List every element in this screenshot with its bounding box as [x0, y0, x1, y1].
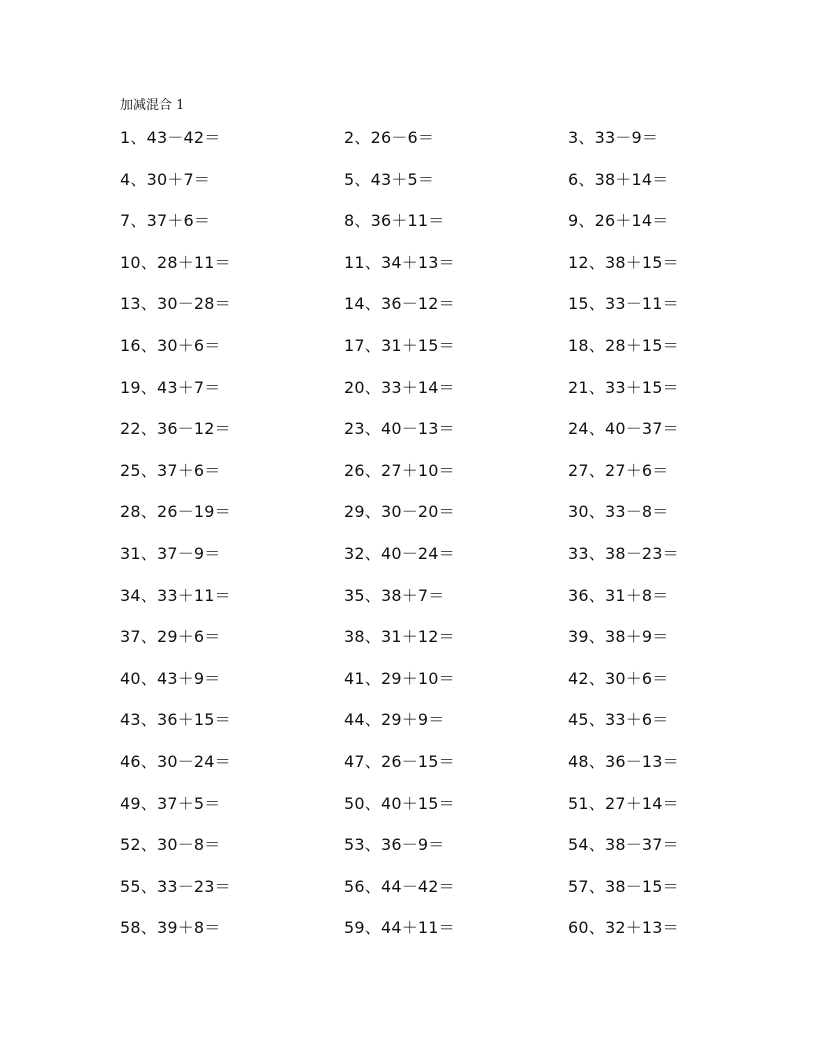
- math-problem: 27、27＋6＝: [568, 460, 669, 480]
- math-problem: 2、26－6＝: [344, 128, 435, 147]
- math-problem: 57、38－15＝: [568, 876, 679, 896]
- math-problem: 18、28＋15＝: [568, 335, 679, 355]
- math-problem: 50、40＋15＝: [344, 793, 455, 813]
- math-problem: 48、36－13＝: [568, 751, 679, 771]
- math-problem: 20、33＋14＝: [344, 377, 455, 397]
- math-problem: 31、37－9＝: [120, 543, 221, 563]
- math-problem: 29、30－20＝: [344, 502, 455, 522]
- math-problem: 4、30＋7＝: [120, 169, 211, 189]
- problem-grid: [120, 124, 720, 956]
- math-problem: 28、26－19＝: [120, 502, 231, 522]
- math-problem: 12、38＋15＝: [568, 252, 679, 272]
- math-problem: 14、36－12＝: [344, 294, 455, 314]
- math-problem: 59、44＋11＝: [344, 918, 455, 938]
- math-problem: 35、38＋7＝: [344, 585, 445, 605]
- math-problem: 8、36＋11＝: [344, 211, 445, 231]
- math-problem: 51、27＋14＝: [568, 793, 679, 813]
- math-problem: 11、34＋13＝: [344, 252, 455, 272]
- math-problem: 42、30＋6＝: [568, 668, 669, 688]
- math-problem: 5、43＋5＝: [344, 169, 435, 189]
- math-problem: 44、29＋9＝: [344, 710, 445, 730]
- math-problem: 34、33＋11＝: [120, 585, 231, 605]
- math-problem: 24、40－37＝: [568, 419, 679, 439]
- math-problem: 17、31＋15＝: [344, 335, 455, 355]
- math-problem: 6、38＋14＝: [568, 169, 669, 189]
- math-problem: 56、44－42＝: [344, 876, 455, 896]
- math-problem: 54、38－37＝: [568, 835, 679, 855]
- math-problem: 55、33－23＝: [120, 876, 231, 896]
- math-problem: 1、43－42＝: [120, 128, 221, 147]
- math-problem: 60、32＋13＝: [568, 918, 679, 938]
- math-problem: 13、30－28＝: [120, 294, 231, 314]
- math-problem: 25、37＋6＝: [120, 460, 221, 480]
- math-problem: 52、30－8＝: [120, 835, 221, 855]
- math-problem: 26、27＋10＝: [344, 460, 455, 480]
- math-problem: 41、29＋10＝: [344, 668, 455, 688]
- math-problem: 36、31＋8＝: [568, 585, 669, 605]
- math-problem: 16、30＋6＝: [120, 335, 221, 355]
- math-problem: 39、38＋9＝: [568, 627, 669, 647]
- math-problem: 23、40－13＝: [344, 419, 455, 439]
- math-problem: 46、30－24＝: [120, 751, 231, 771]
- math-problem: 49、37＋5＝: [120, 793, 221, 813]
- math-problem: 9、26＋14＝: [568, 211, 669, 231]
- math-problem: 7、37＋6＝: [120, 211, 211, 231]
- math-problem: 3、33－9＝: [568, 128, 659, 147]
- math-problem: 22、36－12＝: [120, 419, 231, 439]
- math-problem: 32、40－24＝: [344, 543, 455, 563]
- page-title: 加减混合 1: [120, 98, 185, 113]
- math-problem: 15、33－11＝: [568, 294, 679, 314]
- math-problem: 47、26－15＝: [344, 751, 455, 771]
- math-problem: 43、36＋15＝: [120, 710, 231, 730]
- math-problem: 45、33＋6＝: [568, 710, 669, 730]
- math-problem: 30、33－8＝: [568, 502, 669, 522]
- math-problem: 10、28＋11＝: [120, 252, 231, 272]
- math-problem: 21、33＋15＝: [568, 377, 679, 397]
- math-problem: 33、38－23＝: [568, 543, 679, 563]
- math-problem: 38、31＋12＝: [344, 627, 455, 647]
- math-problem: 40、43＋9＝: [120, 668, 221, 688]
- math-problem: 53、36－9＝: [344, 835, 445, 855]
- math-problem: 37、29＋6＝: [120, 627, 221, 647]
- math-problem: 58、39＋8＝: [120, 918, 221, 938]
- math-problem: 19、43＋7＝: [120, 377, 221, 397]
